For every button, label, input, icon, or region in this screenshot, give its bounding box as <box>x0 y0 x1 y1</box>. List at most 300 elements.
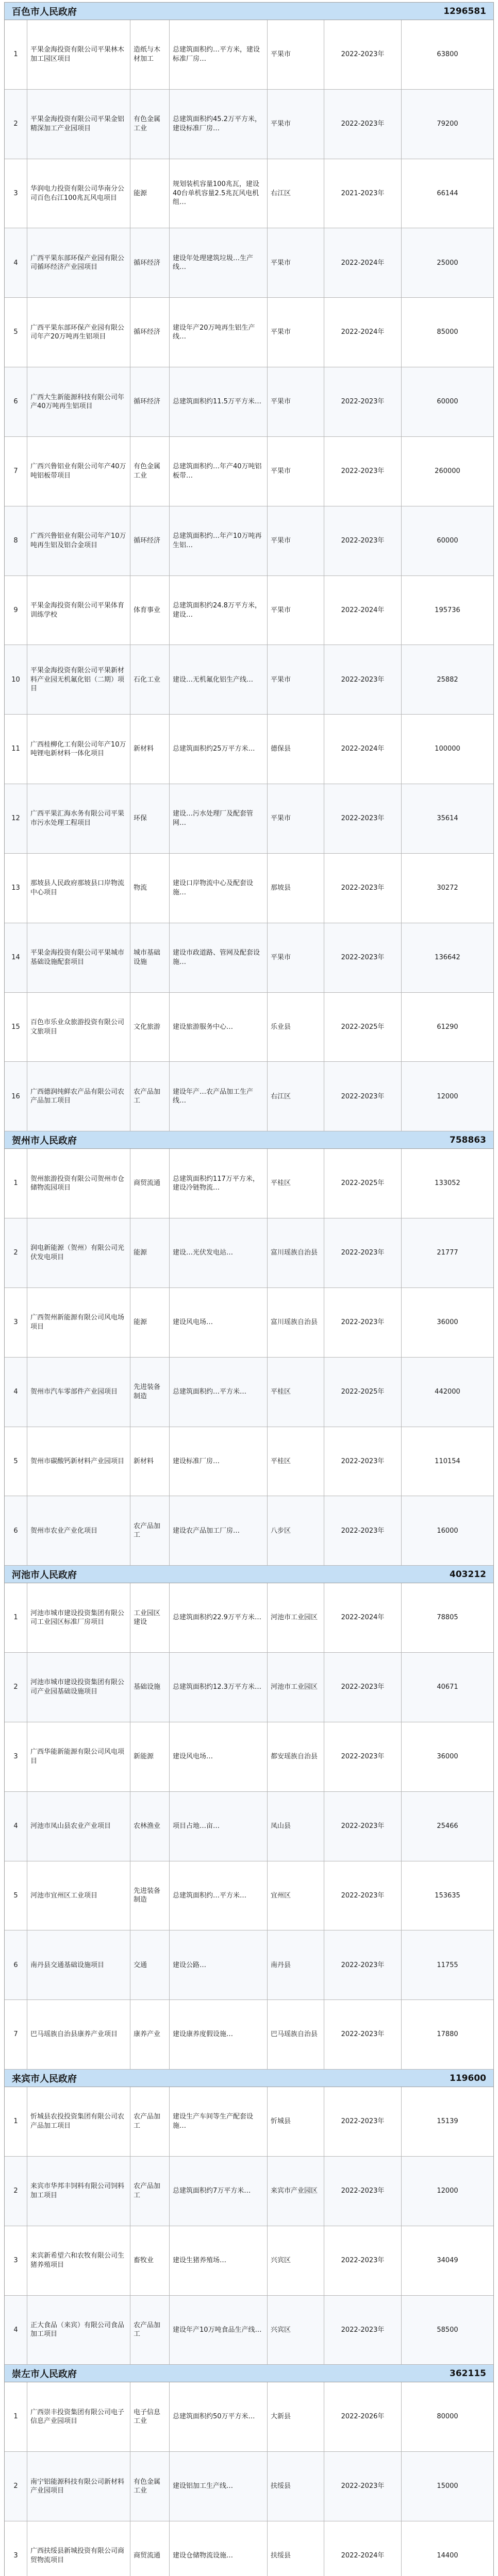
cell-construction-period: 2022-2023年 <box>324 2226 402 2295</box>
cell-investment: 25000 <box>437 259 458 267</box>
table-row <box>5 506 493 576</box>
cell-project-name: 南丹县交通基础设施项目 <box>27 1930 130 1999</box>
cell-row-number: 11 <box>5 715 27 784</box>
cell-project-name: 广西大生新能源科技有限公司年产40万吨再生铝项目 <box>27 367 130 436</box>
cell-industry: 新材料 <box>130 715 170 784</box>
cell-construction-scale: 建设农产品加工厂房… <box>170 1496 268 1565</box>
cell-row-number: 14 <box>5 923 27 992</box>
cell-location: 平果市 <box>268 367 324 436</box>
cell-row-number: 2 <box>5 90 27 159</box>
cell-construction-period: 2022-2024年 <box>324 298 402 367</box>
cell-construction-scale: 总建筑面积约45.2万平方米，建设标准厂房… <box>170 90 268 159</box>
cell-construction-period: 2022-2023年 <box>324 2157 402 2226</box>
cell-investment: 110154 <box>435 1457 460 1465</box>
cell-row-number: 3 <box>5 159 27 228</box>
cell-location: 富川瑶族自治县 <box>268 1218 324 1287</box>
cell-construction-period: 2022-2023年 <box>324 645 402 714</box>
cell-construction-scale: 总建筑面积约7万平方米… <box>170 2157 268 2226</box>
table-row <box>5 159 493 229</box>
table-row <box>5 2000 493 2070</box>
cell-row-number: 16 <box>5 1062 27 1131</box>
cell-construction-period: 2022-2023年 <box>324 2452 402 2521</box>
cell-location: 平果市 <box>268 506 324 575</box>
cell-location: 平桂区 <box>268 1149 324 1218</box>
section-header <box>5 2365 493 2382</box>
cell-industry: 交通 <box>130 1930 170 1999</box>
cell-row-number: 1 <box>5 20 27 89</box>
cell-investment: 36000 <box>437 1753 458 1761</box>
cell-project-name: 南宁铝能源科技有限公司新材料产业园项目 <box>27 2452 130 2521</box>
cell-investment: 100000 <box>435 745 460 753</box>
cell-investment: 78805 <box>437 1614 458 1622</box>
cell-row-number: 6 <box>5 367 27 436</box>
cell-investment: 66144 <box>437 189 458 197</box>
cell-industry: 新能源 <box>130 1722 170 1791</box>
cell-project-name: 河池市凤山县农业产业项目 <box>27 1792 130 1861</box>
table-row <box>5 1930 493 2000</box>
cell-project-name: 广西平果汇海水务有限公司平果市污水处理工程项目 <box>27 784 130 853</box>
section-title: 百色市人民政府 <box>12 6 77 18</box>
cell-location: 平果市 <box>268 645 324 714</box>
cell-industry: 石化工业 <box>130 645 170 714</box>
cell-construction-scale: 建设…光伏发电站… <box>170 1218 268 1287</box>
cell-industry: 商贸流通 <box>130 1149 170 1218</box>
cell-industry: 农产品加工 <box>130 2296 170 2365</box>
table-row <box>5 2452 493 2521</box>
cell-row-number: 1 <box>5 2087 27 2156</box>
cell-location: 平果市 <box>268 90 324 159</box>
cell-industry: 农产品加工 <box>130 2087 170 2156</box>
table-row <box>5 298 493 367</box>
cell-location: 乐业县 <box>268 993 324 1062</box>
cell-construction-period: 2022-2023年 <box>324 784 402 853</box>
cell-project-name: 平果金海投资有限公司平果体育训练学校 <box>27 576 130 645</box>
cell-construction-scale: 总建筑面积约…年产10万吨再生铝… <box>170 506 268 575</box>
section-header <box>5 1566 493 1583</box>
cell-investment: 12000 <box>437 1092 458 1100</box>
cell-location: 八步区 <box>268 1496 324 1565</box>
cell-location: 扶绥县 <box>268 2521 324 2576</box>
cell-project-name: 华润电力投资有限公司华南分公司百色右江100兆瓦风电项目 <box>27 159 130 228</box>
cell-project-name: 巴马瑶族自治县康养产业项目 <box>27 2000 130 2069</box>
cell-construction-scale: 总建筑面积约117万平方米，建设冷链物流… <box>170 1149 268 1218</box>
cell-construction-period: 2022-2023年 <box>324 854 402 923</box>
table-row <box>5 993 493 1062</box>
cell-construction-period: 2022-2023年 <box>324 1288 402 1357</box>
table-row <box>5 784 493 854</box>
cell-construction-scale: 建设市政道路、管网及配套设施… <box>170 923 268 992</box>
cell-industry: 循环经济 <box>130 506 170 575</box>
cell-location: 兴宾区 <box>268 2296 324 2365</box>
cell-location: 右江区 <box>268 1062 324 1131</box>
cell-construction-scale: 规划装机容量100兆瓦，建设40台单机容量2.5兆瓦风电机组… <box>170 159 268 228</box>
cell-investment: 34049 <box>437 2256 458 2264</box>
cell-industry: 环保 <box>130 784 170 853</box>
cell-construction-scale: 建设年产…农产品加工生产线… <box>170 1062 268 1131</box>
cell-project-name: 那坡县人民政府那坡县口岸物流中心项目 <box>27 854 130 923</box>
cell-investment: 63800 <box>437 50 458 59</box>
cell-construction-scale: 建设仓储物流设施… <box>170 2521 268 2576</box>
cell-investment: 153635 <box>435 1891 460 1900</box>
cell-construction-scale: 总建筑面积约22.9万平方米… <box>170 1583 268 1652</box>
section-header <box>5 1131 493 1149</box>
cell-construction-period: 2022-2023年 <box>324 2296 402 2365</box>
cell-construction-scale: 建设…污水处理厂及配套管网… <box>170 784 268 853</box>
table-row <box>5 2296 493 2365</box>
table-row <box>5 367 493 437</box>
cell-row-number: 4 <box>5 1792 27 1861</box>
cell-row-number: 5 <box>5 298 27 367</box>
cell-construction-period: 2022-2023年 <box>324 1722 402 1791</box>
cell-location: 忻城县 <box>268 2087 324 2156</box>
cell-investment: 40671 <box>437 1683 458 1691</box>
cell-construction-period: 2022-2024年 <box>324 576 402 645</box>
section-title: 贺州市人民政府 <box>12 1135 77 1146</box>
cell-construction-scale: 建设年产20万吨再生铝生产线… <box>170 298 268 367</box>
cell-industry: 造纸与木材加工 <box>130 20 170 89</box>
cell-construction-scale: 建设…无机氟化铝生产线… <box>170 645 268 714</box>
cell-construction-period: 2022-2024年 <box>324 1583 402 1652</box>
table-row <box>5 715 493 784</box>
cell-investment: 17880 <box>437 2030 458 2039</box>
cell-industry: 循环经济 <box>130 298 170 367</box>
cell-project-name: 平果金海投资有限公司平果金铝精深加工产业园项目 <box>27 90 130 159</box>
cell-location: 河池市工业园区 <box>268 1583 324 1652</box>
cell-investment: 36000 <box>437 1318 458 1327</box>
cell-investment: 61290 <box>437 1023 458 1031</box>
cell-row-number: 6 <box>5 1930 27 1999</box>
cell-industry: 农产品加工 <box>130 1062 170 1131</box>
cell-industry: 物流 <box>130 854 170 923</box>
cell-location: 凤山县 <box>268 1792 324 1861</box>
table-row <box>5 2382 493 2452</box>
cell-project-name: 正大食品（来宾）有限公司食品加工项目 <box>27 2296 130 2365</box>
cell-construction-period: 2022-2025年 <box>324 993 402 1062</box>
cell-industry: 新材料 <box>130 1427 170 1496</box>
cell-project-name: 百色市乐业众旅游投资有限公司文旅项目 <box>27 993 130 1062</box>
table-row <box>5 1358 493 1427</box>
cell-investment: 136642 <box>435 953 460 961</box>
table-row <box>5 1583 493 1653</box>
table-row <box>5 1861 493 1931</box>
cell-location: 南丹县 <box>268 1930 324 1999</box>
cell-construction-period: 2022-2023年 <box>324 506 402 575</box>
cell-industry: 康养产业 <box>130 2000 170 2069</box>
table-row <box>5 228 493 298</box>
cell-row-number: 2 <box>5 1218 27 1287</box>
cell-construction-scale: 总建筑面积约25万平方米… <box>170 715 268 784</box>
cell-investment: 14400 <box>437 2552 458 2560</box>
cell-industry: 有色金属工业 <box>130 2452 170 2521</box>
cell-project-name: 广西平果东部环保产业园有限公司循环经济产业园项目 <box>27 228 130 297</box>
section-total: 119600 <box>450 2073 486 2083</box>
table-row <box>5 1062 493 1131</box>
cell-row-number: 15 <box>5 993 27 1062</box>
cell-industry: 畜牧业 <box>130 2226 170 2295</box>
cell-location: 宜州区 <box>268 1861 324 1930</box>
cell-row-number: 2 <box>5 2452 27 2521</box>
cell-project-name: 广西华能新能源有限公司风电项目 <box>27 1722 130 1791</box>
cell-row-number: 13 <box>5 854 27 923</box>
section-title: 河池市人民政府 <box>12 1569 77 1581</box>
cell-row-number: 12 <box>5 784 27 853</box>
cell-industry: 能源 <box>130 1218 170 1287</box>
cell-row-number: 3 <box>5 2521 27 2576</box>
section-title: 来宾市人民政府 <box>12 2073 77 2084</box>
cell-row-number: 1 <box>5 1583 27 1652</box>
cell-industry: 农产品加工 <box>130 2157 170 2226</box>
cell-construction-period: 2022-2023年 <box>324 1062 402 1131</box>
cell-row-number: 1 <box>5 2382 27 2451</box>
cell-industry: 有色金属工业 <box>130 437 170 506</box>
cell-construction-period: 2022-2023年 <box>324 1496 402 1565</box>
cell-construction-period: 2022-2023年 <box>324 1427 402 1496</box>
cell-investment: 21777 <box>437 1249 458 1257</box>
table-row <box>5 576 493 646</box>
table-row <box>5 923 493 993</box>
cell-row-number: 8 <box>5 506 27 575</box>
cell-construction-period: 2022-2023年 <box>324 437 402 506</box>
table-row <box>5 2226 493 2296</box>
cell-location: 来宾市产业园区 <box>268 2157 324 2226</box>
cell-project-name: 贺州旅游投资有限公司贺州市仓储物流园项目 <box>27 1149 130 1218</box>
table-row <box>5 1722 493 1792</box>
cell-investment: 79200 <box>437 120 458 128</box>
section-total: 1296581 <box>443 6 486 16</box>
cell-location: 河池市工业园区 <box>268 1653 324 1722</box>
cell-investment: 15139 <box>437 2117 458 2126</box>
cell-row-number: 7 <box>5 437 27 506</box>
table-row <box>5 1288 493 1358</box>
cell-project-name: 平果金海投资有限公司平果林木加工园区项目 <box>27 20 130 89</box>
cell-construction-scale: 建设铝加工生产线… <box>170 2452 268 2521</box>
cell-investment: 60000 <box>437 536 458 545</box>
table-row <box>5 854 493 923</box>
cell-construction-scale: 项目占地…亩… <box>170 1792 268 1861</box>
cell-construction-scale: 建设标准厂房… <box>170 1427 268 1496</box>
section-header <box>5 3 493 20</box>
cell-location: 平果市 <box>268 784 324 853</box>
table-row <box>5 1653 493 1722</box>
cell-row-number: 5 <box>5 1861 27 1930</box>
cell-row-number: 7 <box>5 2000 27 2069</box>
cell-project-name: 广西兴鲁铝业有限公司年产10万吨再生铝及铝合金项目 <box>27 506 130 575</box>
cell-construction-period: 2022-2023年 <box>324 1930 402 1999</box>
cell-investment: 195736 <box>435 606 460 614</box>
cell-project-name: 广西德润纯鲜农产品有限公司农产品加工项目 <box>27 1062 130 1131</box>
cell-industry: 电子信息工业 <box>130 2382 170 2451</box>
cell-location: 巴马瑶族自治县 <box>268 2000 324 2069</box>
cell-industry: 农产品加工 <box>130 1496 170 1565</box>
cell-construction-scale: 总建筑面积约…平方米… <box>170 1358 268 1427</box>
cell-construction-period: 2022-2024年 <box>324 715 402 784</box>
cell-row-number: 4 <box>5 228 27 297</box>
cell-construction-period: 2022-2024年 <box>324 228 402 297</box>
cell-location: 都安瑶族自治县 <box>268 1722 324 1791</box>
cell-construction-scale: 总建筑面积约…平方米，建设标准厂房… <box>170 20 268 89</box>
cell-construction-scale: 总建筑面积约12.3万平方米… <box>170 1653 268 1722</box>
cell-construction-scale: 总建筑面积约24.8万平方米，建设… <box>170 576 268 645</box>
cell-investment: 25882 <box>437 675 458 684</box>
cell-construction-period: 2022-2023年 <box>324 1218 402 1287</box>
cell-location: 平果市 <box>268 298 324 367</box>
table-row <box>5 2521 493 2576</box>
cell-construction-period: 2022-2023年 <box>324 2087 402 2156</box>
cell-construction-scale: 总建筑面积约…平方米… <box>170 1861 268 1930</box>
cell-construction-period: 2022-2023年 <box>324 1653 402 1722</box>
cell-project-name: 贺州市汽车零部件产业园项目 <box>27 1358 130 1427</box>
cell-construction-scale: 建设口岸物流中心及配套设施… <box>170 854 268 923</box>
cell-industry: 工业园区建设 <box>130 1583 170 1652</box>
cell-row-number: 5 <box>5 1427 27 1496</box>
cell-industry: 有色金属工业 <box>130 90 170 159</box>
cell-investment: 80000 <box>437 2413 458 2421</box>
cell-project-name: 来宾新希望六和农牧有限公司生猪养殖项目 <box>27 2226 130 2295</box>
cell-investment: 30272 <box>437 884 458 892</box>
cell-industry: 能源 <box>130 159 170 228</box>
table-row <box>5 1149 493 1218</box>
cell-construction-period: 2022-2026年 <box>324 2382 402 2451</box>
cell-location: 平桂区 <box>268 1358 324 1427</box>
cell-row-number: 6 <box>5 1496 27 1565</box>
cell-industry: 城市基础设施 <box>130 923 170 992</box>
cell-project-name: 平果金海投资有限公司平果城市基础设施配套项目 <box>27 923 130 992</box>
cell-construction-scale: 建设生猪养殖场… <box>170 2226 268 2295</box>
cell-location: 平果市 <box>268 228 324 297</box>
cell-row-number: 4 <box>5 1358 27 1427</box>
cell-location: 德保县 <box>268 715 324 784</box>
cell-location: 平果市 <box>268 437 324 506</box>
cell-construction-period: 2022-2023年 <box>324 1861 402 1930</box>
cell-location: 扶绥县 <box>268 2452 324 2521</box>
cell-location: 平果市 <box>268 923 324 992</box>
cell-project-name: 广西兴鲁铝业有限公司年产40万吨铝板带项目 <box>27 437 130 506</box>
table-row <box>5 2157 493 2226</box>
cell-project-name: 平果金海投资有限公司平果新材料产业园无机氟化铝（二期）项目 <box>27 645 130 714</box>
cell-row-number: 4 <box>5 2296 27 2365</box>
cell-row-number: 3 <box>5 1288 27 1357</box>
cell-project-name: 广西扶绥县新城投资有限公司商贸物流项目 <box>27 2521 130 2576</box>
cell-construction-period: 2022-2023年 <box>324 2000 402 2069</box>
cell-construction-scale: 建设生产车间等生产配套设施… <box>170 2087 268 2156</box>
cell-investment: 442000 <box>435 1387 460 1396</box>
cell-industry: 能源 <box>130 1288 170 1357</box>
section-total: 362115 <box>450 2368 486 2379</box>
table-row <box>5 20 493 90</box>
cell-location: 平果市 <box>268 576 324 645</box>
cell-construction-period: 2022-2023年 <box>324 90 402 159</box>
cell-project-name: 润电新能源（贺州）有限公司光伏发电项目 <box>27 1218 130 1287</box>
cell-investment: 260000 <box>435 467 460 476</box>
cell-investment: 85000 <box>437 328 458 336</box>
cell-row-number: 10 <box>5 645 27 714</box>
cell-construction-period: 2022-2023年 <box>324 20 402 89</box>
cell-row-number: 9 <box>5 576 27 645</box>
cell-construction-scale: 建设年产10万吨食品生产线… <box>170 2296 268 2365</box>
cell-project-name: 河池市城市建设投资集团有限公司工业园区标准厂房项目 <box>27 1583 130 1652</box>
cell-investment: 12000 <box>437 2187 458 2195</box>
cell-construction-period: 2021-2023年 <box>324 159 402 228</box>
cell-project-name: 贺州市农业产业化项目 <box>27 1496 130 1565</box>
cell-investment: 60000 <box>437 398 458 406</box>
cell-project-name: 河池市宜州区工业项目 <box>27 1861 130 1930</box>
cell-project-name: 广西平果东部环保产业园有限公司年产20万吨再生铝项目 <box>27 298 130 367</box>
cell-investment: 25466 <box>437 1822 458 1830</box>
table-row <box>5 1427 493 1497</box>
cell-construction-scale: 建设风电场… <box>170 1288 268 1357</box>
cell-row-number: 2 <box>5 1653 27 1722</box>
cell-investment: 16000 <box>437 1527 458 1535</box>
cell-industry: 循环经济 <box>130 367 170 436</box>
cell-construction-scale: 建设公路… <box>170 1930 268 1999</box>
section-title: 崇左市人民政府 <box>12 2368 77 2380</box>
cell-project-name: 广西桂柳化工有限公司年产10万吨锂电新材料一体化项目 <box>27 715 130 784</box>
cell-industry: 先进装备制造 <box>130 1358 170 1427</box>
cell-industry: 循环经济 <box>130 228 170 297</box>
cell-industry: 体育事业 <box>130 576 170 645</box>
cell-construction-period: 2022-2023年 <box>324 923 402 992</box>
cell-construction-scale: 建设年处理建筑垃圾…生产线… <box>170 228 268 297</box>
cell-location: 大新县 <box>268 2382 324 2451</box>
cell-construction-period: 2022-2025年 <box>324 1358 402 1427</box>
table-row <box>5 2087 493 2157</box>
cell-industry: 农林渔业 <box>130 1792 170 1861</box>
cell-row-number: 3 <box>5 2226 27 2295</box>
cell-investment: 15000 <box>437 2482 458 2490</box>
cell-construction-period: 2022-2025年 <box>324 1149 402 1218</box>
table-row <box>5 437 493 506</box>
cell-industry: 文化旅游 <box>130 993 170 1062</box>
cell-industry: 基础设施 <box>130 1653 170 1722</box>
project-table <box>4 2 494 2576</box>
cell-project-name: 忻城县农投投资集团有限公司农产品加工项目 <box>27 2087 130 2156</box>
cell-location: 那坡县 <box>268 854 324 923</box>
cell-location: 富川瑶族自治县 <box>268 1288 324 1357</box>
cell-location: 平桂区 <box>268 1427 324 1496</box>
cell-industry: 先进装备制造 <box>130 1861 170 1930</box>
cell-location: 兴宾区 <box>268 2226 324 2295</box>
cell-location: 平果市 <box>268 20 324 89</box>
cell-location: 右江区 <box>268 159 324 228</box>
cell-project-name: 广西崇丰投资集团有限公司电子信息产业园项目 <box>27 2382 130 2451</box>
cell-construction-scale: 总建筑面积约50万平方米… <box>170 2382 268 2451</box>
cell-construction-period: 2022-2024年 <box>324 2521 402 2576</box>
cell-row-number: 3 <box>5 1722 27 1791</box>
cell-construction-scale: 总建筑面积约11.5万平方米… <box>170 367 268 436</box>
cell-investment: 133052 <box>435 1179 460 1188</box>
cell-construction-scale: 建设旅游服务中心… <box>170 993 268 1062</box>
table-row <box>5 90 493 159</box>
table-row <box>5 1792 493 1861</box>
cell-construction-period: 2022-2023年 <box>324 1792 402 1861</box>
cell-construction-scale: 总建筑面积约…年产40万吨铝板带… <box>170 437 268 506</box>
table-row <box>5 645 493 715</box>
cell-construction-period: 2022-2023年 <box>324 367 402 436</box>
cell-project-name: 广西贺州新能源有限公司风电场项目 <box>27 1288 130 1357</box>
cell-construction-scale: 建设康养度假设施… <box>170 2000 268 2069</box>
table-row <box>5 1496 493 1566</box>
table-row <box>5 1218 493 1288</box>
cell-row-number: 1 <box>5 1149 27 1218</box>
cell-row-number: 2 <box>5 2157 27 2226</box>
section-total: 758863 <box>450 1134 486 1145</box>
cell-investment: 35614 <box>437 815 458 823</box>
cell-project-name: 来宾市华邦丰饲料有限公司饲料加工项目 <box>27 2157 130 2226</box>
section-total: 403212 <box>450 1569 486 1580</box>
cell-investment: 11755 <box>437 1961 458 1969</box>
cell-project-name: 河池市城市建设投资集团有限公司产业园基础设施项目 <box>27 1653 130 1722</box>
section-header <box>5 2070 493 2087</box>
